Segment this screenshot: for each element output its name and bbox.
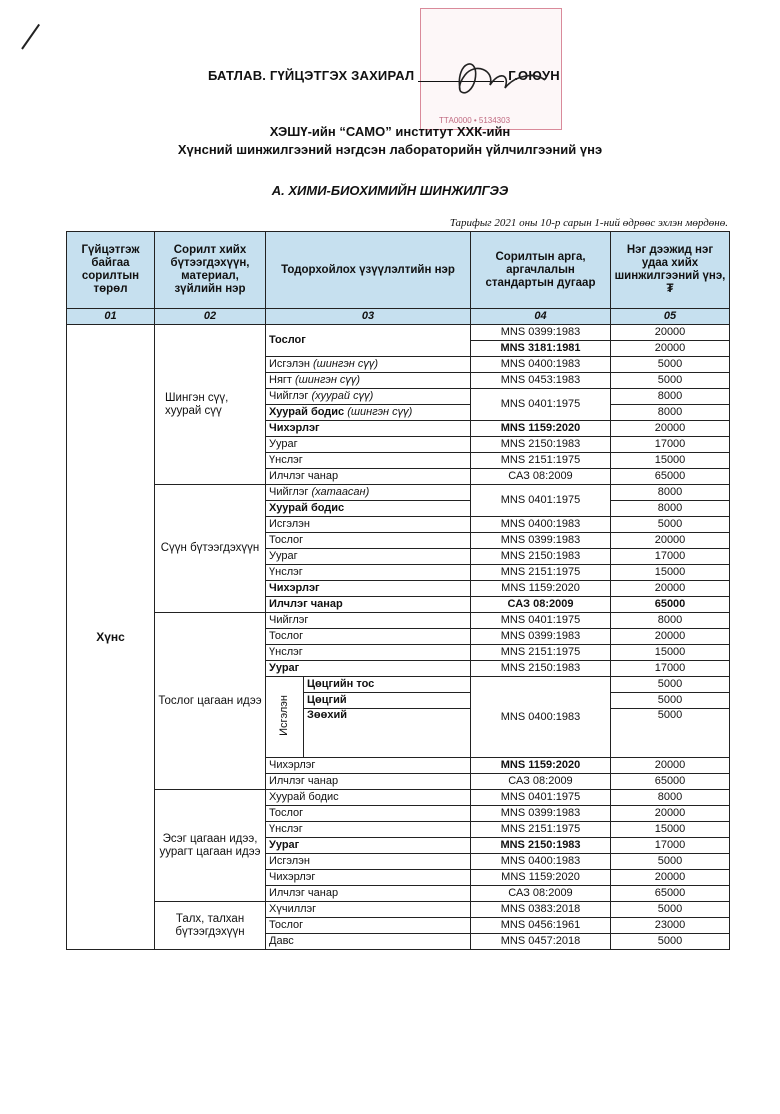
method-cell: САЗ 08:2009 [471,597,611,613]
price-cell: 17000 [611,661,730,677]
method-cell: MNS 0457:2018 [471,934,611,950]
product-cell: Сүүн бүтээгдэхүүн [155,485,266,613]
org-title: ХЭШҮ-ийн “САМО” институт ХХК-ийн [269,124,511,139]
indicator-cell: Чийглэг (хатаасан) [266,485,471,501]
price-cell: 20000 [611,421,730,437]
indicator-cell: Тослог [266,325,471,357]
indicator-cell: Исгэлэн [266,517,471,533]
price-cell: 65000 [611,774,730,790]
method-cell: MNS 1159:2020 [471,870,611,886]
price-cell: 15000 [611,645,730,661]
method-cell: MNS 0453:1983 [471,373,611,389]
code-row [67,309,730,325]
indicator-cell: Исгэлэн [266,854,471,870]
price-cell: 15000 [611,453,730,469]
indicator-cell: Чихэрлэг [266,870,471,886]
price-cell: 20000 [611,806,730,822]
method-cell: MNS 3181:1981 [471,341,611,357]
indicator-cell: Тослог [266,533,471,549]
indicator-cell: Хуурай бодис [266,790,471,806]
code-cell: 05 [611,309,730,325]
price-cell: 5000 [611,854,730,870]
method-cell: MNS 0399:1983 [471,629,611,645]
method-cell: MNS 1159:2020 [471,421,611,437]
price-cell: 5000 [611,357,730,373]
method-cell: MNS 0401:1975 [471,389,611,421]
indicator-cell: Чихэрлэг [266,758,471,774]
price-cell: 20000 [611,325,730,341]
table-row [67,790,730,806]
method-cell: MNS 2150:1983 [471,549,611,565]
method-cell: MNS 2151:1975 [471,453,611,469]
lab-title: Хүнсний шинжилгээний нэгдсэн лабораторийн үйлчилгээний үнэ [177,142,603,157]
price-cell: 5000 [611,693,730,709]
indicator-cell: Чихэрлэг [266,421,471,437]
indicator-cell: Уураг [266,838,471,854]
indicator-cell: Тослог [266,806,471,822]
product-cell: Шингэн сүү, хуурай сүү [155,325,266,485]
price-cell: 5000 [611,709,730,758]
price-table [66,231,730,950]
indicator-cell: Исгэлэн (шингэн сүү) [266,357,471,373]
indicator-cell: Үнслэг [266,565,471,581]
indicator-cell: Зөөхий [304,709,471,758]
signature [440,50,550,110]
price-cell: 65000 [611,886,730,902]
method-cell: MNS 2151:1975 [471,822,611,838]
method-cell: MNS 0400:1983 [471,677,611,758]
indicator-cell: Чийглэг [266,613,471,629]
indicator-cell: Тослог [266,629,471,645]
method-cell: САЗ 08:2009 [471,774,611,790]
indicator-cell: Үнслэг [266,645,471,661]
method-cell: MNS 0456:1961 [471,918,611,934]
price-cell: 8000 [611,613,730,629]
tariff-note: Тарифыг 2021 оны 10-р сарын 1-ний өдрөөс эхлэн мөрдөнө. [449,217,728,229]
price-cell: 5000 [611,517,730,533]
indicator-cell: Үнслэг [266,453,471,469]
price-cell: 5000 [611,902,730,918]
method-cell: MNS 0400:1983 [471,517,611,533]
price-cell: 20000 [611,533,730,549]
approval-name: Г.ОЮУН [508,68,560,83]
price-cell: 5000 [611,677,730,693]
method-cell: MNS 2150:1983 [471,661,611,677]
price-cell: 20000 [611,341,730,357]
indicator-cell: Илчлэг чанар [266,774,471,790]
price-cell: 17000 [611,437,730,453]
method-cell: САЗ 08:2009 [471,469,611,485]
price-cell: 20000 [611,581,730,597]
price-cell: 15000 [611,822,730,838]
price-cell: 5000 [611,373,730,389]
method-cell: MNS 0399:1983 [471,806,611,822]
method-cell: MNS 0400:1983 [471,854,611,870]
price-cell: 8000 [611,501,730,517]
code-cell: 04 [471,309,611,325]
product-cell: Талх, талхан бүтээгдэхүүн [155,902,266,950]
price-cell: 8000 [611,389,730,405]
col-header-product: Сорилт хийх бүтээгдэхүүн, материал, зүйлийн нэр [155,232,266,309]
method-cell: MNS 1159:2020 [471,758,611,774]
indicator-cell: Уураг [266,437,471,453]
method-cell: MNS 0399:1983 [471,325,611,341]
table-row [67,485,730,501]
price-cell: 65000 [611,597,730,613]
price-cell: 8000 [611,405,730,421]
method-cell: MNS 0400:1983 [471,357,611,373]
indicator-cell: Цөцгийн тос [304,677,471,693]
code-cell: 02 [155,309,266,325]
price-cell: 15000 [611,565,730,581]
pen-mark [21,24,40,50]
section-title: А. ХИМИ-БИОХИМИЙН ШИНЖИЛГЭЭ [271,183,509,198]
price-cell: 8000 [611,485,730,501]
table-row [67,902,730,918]
method-cell: MNS 2151:1975 [471,645,611,661]
code-cell: 03 [266,309,471,325]
method-cell: MNS 0401:1975 [471,790,611,806]
method-cell: MNS 2151:1975 [471,565,611,581]
col-header-price: Нэг дээжид нэг удаа хийх шинжилгээний үнэ, ₮ [611,232,730,309]
indicator-cell: Чихэрлэг [266,581,471,597]
indicator-cell: Илчлэг чанар [266,597,471,613]
header-row [67,232,730,309]
col-header-method: Сорилтын арга, аргачлалын стандартын дугаар [471,232,611,309]
indicator-cell: Цөцгий [304,693,471,709]
indicator-cell: Уураг [266,661,471,677]
method-cell: MNS 0401:1975 [471,485,611,517]
price-cell: 65000 [611,469,730,485]
code-cell: 01 [67,309,155,325]
indicator-cell: Илчлэг чанар [266,469,471,485]
method-cell: САЗ 08:2009 [471,886,611,902]
stamp-number: ТТА0000 • 5134303 [439,116,511,125]
method-cell: MNS 2150:1983 [471,838,611,854]
indicator-cell: Үнслэг [266,822,471,838]
indicator-cell: Чийглэг (хуурай сүү) [266,389,471,405]
category-cell: Хүнс [67,325,155,950]
price-cell: 8000 [611,790,730,806]
method-cell: MNS 0383:2018 [471,902,611,918]
method-cell: MNS 1159:2020 [471,581,611,597]
col-header-type: Гүйцэтгэж байгаа сорилтын төрөл [67,232,155,309]
acidity-label-cell: Исгэлэн [266,677,304,758]
method-cell: MNS 0399:1983 [471,533,611,549]
price-cell: 5000 [611,934,730,950]
indicator-cell: Хуурай бодис [266,501,471,517]
indicator-cell: Нягт (шингэн сүү) [266,373,471,389]
col-header-indicator: Тодорхойлох үзүүлэлтийн нэр [266,232,471,309]
indicator-cell: Давс [266,934,471,950]
indicator-cell: Илчлэг чанар [266,886,471,902]
indicator-cell: Уураг [266,549,471,565]
indicator-cell: Хүчиллэг [266,902,471,918]
price-cell: 23000 [611,918,730,934]
price-cell: 20000 [611,758,730,774]
method-cell: MNS 2150:1983 [471,437,611,453]
price-cell: 17000 [611,549,730,565]
table-row [67,325,730,341]
table-row [67,613,730,629]
price-cell: 17000 [611,838,730,854]
price-cell: 20000 [611,629,730,645]
price-cell: 20000 [611,870,730,886]
product-cell: Эсэг цагаан идээ, уурагт цагаан идээ [155,790,266,902]
method-cell: MNS 0401:1975 [471,613,611,629]
approval-prefix: БАТЛАВ. ГҮЙЦЭТГЭХ ЗАХИРАЛ [208,68,415,83]
indicator-cell: Тослог [266,918,471,934]
product-cell: Тослог цагаан идээ [155,613,266,790]
indicator-cell: Хуурай бодис (шингэн сүү) [266,405,471,421]
